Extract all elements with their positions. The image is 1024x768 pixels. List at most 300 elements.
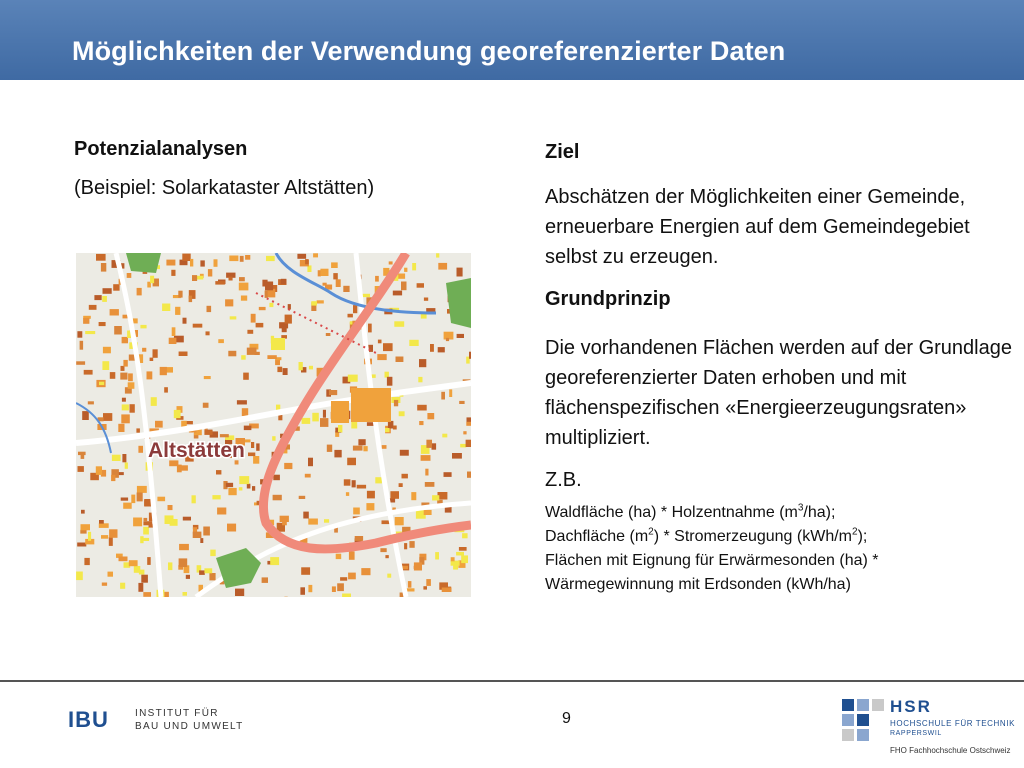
map-building: [399, 483, 403, 487]
map-building: [265, 290, 268, 298]
map-building: [313, 253, 318, 257]
example-2-text-end: );: [857, 528, 868, 545]
map-building: [390, 491, 399, 499]
map-building: [336, 554, 342, 559]
map-building: [88, 401, 94, 404]
map-building: [259, 307, 266, 310]
map-building: [244, 426, 252, 431]
map-building: [425, 469, 428, 476]
map-image: [76, 253, 471, 597]
map-town-label: Altstätten: [148, 439, 245, 462]
map-building: [99, 382, 104, 385]
map-building: [385, 372, 389, 378]
map-large-building: [351, 388, 391, 422]
map-building: [417, 405, 427, 411]
map-building: [424, 298, 428, 301]
map-building: [190, 259, 193, 267]
map-building: [175, 307, 180, 315]
map-building: [192, 495, 196, 503]
map-building: [183, 517, 191, 521]
map-building: [275, 359, 280, 365]
map-building: [245, 255, 250, 260]
map-building: [162, 304, 170, 312]
map-building: [121, 366, 125, 371]
map-building: [352, 480, 356, 487]
map-building: [387, 377, 393, 386]
map-building: [469, 352, 471, 359]
map-building: [467, 472, 471, 478]
map-building: [225, 299, 233, 306]
map-building: [241, 296, 247, 301]
map-building: [367, 491, 375, 499]
map-building: [267, 355, 276, 359]
map-building: [317, 300, 324, 303]
map-building: [442, 588, 452, 593]
map-building: [174, 410, 181, 418]
map-building: [421, 455, 431, 461]
map-building: [103, 288, 112, 294]
map-building: [436, 253, 439, 257]
map-building: [200, 260, 204, 266]
map-building: [138, 446, 143, 453]
map-building: [150, 276, 154, 284]
map-building: [76, 361, 85, 365]
map-building: [353, 305, 357, 313]
map-building: [94, 295, 101, 300]
map-building: [137, 288, 142, 296]
hsr-logo: [842, 697, 1017, 761]
map-building: [165, 515, 174, 524]
map-building: [169, 338, 177, 344]
map-building: [247, 330, 253, 334]
map-building: [128, 373, 133, 381]
map-building: [164, 592, 169, 597]
map-building: [101, 535, 108, 539]
map-building: [394, 400, 398, 406]
map-building: [204, 376, 211, 379]
map-building: [312, 413, 319, 422]
map-building: [229, 256, 238, 262]
map-building: [466, 440, 471, 447]
map-building: [251, 442, 254, 448]
example-2-sup-2: 2: [852, 526, 858, 538]
map-building: [77, 543, 86, 547]
map-building: [426, 579, 431, 586]
page-number: 9: [562, 710, 571, 727]
map-building: [438, 263, 447, 270]
map-building: [348, 375, 358, 382]
map-building: [179, 544, 189, 550]
map-building: [121, 414, 130, 423]
ibu-mark: IBU: [68, 707, 109, 732]
map-building: [157, 497, 165, 502]
map-building: [248, 453, 255, 457]
map-building: [342, 594, 351, 598]
map-building: [186, 575, 190, 579]
map-building: [241, 355, 246, 360]
map-building: [361, 568, 370, 575]
map-building: [110, 309, 119, 315]
map-building: [414, 562, 422, 570]
map-building: [444, 472, 452, 477]
map-building: [121, 498, 128, 501]
map-building: [153, 349, 158, 358]
map-building: [282, 519, 287, 526]
map-building: [300, 587, 305, 595]
map-building: [467, 417, 472, 422]
map-building: [451, 557, 455, 561]
map-building: [144, 500, 151, 506]
map-building: [220, 434, 229, 437]
map-building: [89, 305, 97, 310]
map-building: [140, 536, 143, 543]
ibu-logo: [68, 707, 248, 733]
map-building: [118, 424, 124, 432]
map-building: [320, 418, 328, 427]
hsr-line-1: HOCHSCHULE FÜR TECHNIK: [890, 719, 1016, 728]
map-building: [226, 483, 233, 487]
map-building: [343, 286, 349, 292]
map-building: [218, 339, 224, 343]
map-building: [239, 487, 243, 490]
map-building: [189, 296, 193, 303]
map-building: [166, 260, 175, 266]
map-building: [103, 347, 111, 354]
map-building: [311, 301, 317, 305]
map-building: [120, 583, 125, 589]
map-building: [208, 269, 212, 276]
map-building: [102, 361, 109, 370]
map-building: [192, 275, 197, 281]
map-building: [101, 263, 106, 272]
map-building: [122, 398, 126, 402]
map-building: [299, 362, 303, 370]
slide-title: Möglichkeiten der Verwendung georeferenzierter Daten: [72, 36, 786, 66]
map-building: [134, 566, 141, 573]
map-building: [183, 318, 187, 324]
map-building: [200, 538, 203, 543]
map-building: [426, 440, 432, 448]
hsr-mark: HSR: [890, 697, 932, 716]
map-building: [368, 324, 372, 333]
map-building: [129, 560, 138, 566]
map-building: [77, 331, 82, 338]
map-building: [143, 538, 149, 541]
map-building: [393, 291, 402, 296]
map-building: [329, 390, 337, 395]
map-building: [299, 496, 306, 499]
map-building: [266, 256, 275, 261]
map-building: [151, 397, 157, 406]
map-building: [113, 284, 119, 291]
map-building: [418, 377, 422, 382]
map-building: [283, 368, 288, 375]
map-building: [282, 324, 287, 332]
map-building: [305, 259, 309, 264]
example-line-3: Flächen mit Eignung für Erwärmesonden (ha) *: [545, 552, 879, 569]
map-building: [178, 291, 182, 298]
map-building: [150, 358, 154, 361]
map-building: [460, 444, 466, 448]
map-building: [424, 510, 432, 515]
map-large-building: [331, 401, 349, 423]
map-building: [172, 327, 176, 336]
map-building: [408, 581, 412, 588]
map-building: [432, 443, 437, 449]
map-building: [432, 495, 439, 500]
map-building: [277, 367, 282, 372]
map-building: [141, 575, 148, 583]
map-building: [285, 315, 292, 324]
map-building-yellow: [271, 338, 285, 350]
map-building: [353, 508, 360, 515]
map-building: [358, 439, 365, 445]
map-building: [109, 529, 117, 538]
ibu-line-2: BAU UND UMWELT: [135, 721, 244, 732]
map-building: [199, 570, 205, 575]
map-building: [133, 518, 142, 527]
hsr-line-2: RAPPERSWIL: [890, 730, 942, 737]
map-building: [378, 340, 382, 344]
map-building: [461, 555, 468, 563]
map-building: [88, 532, 91, 541]
map-building: [417, 283, 424, 288]
map-building: [348, 573, 356, 580]
map-building: [430, 344, 434, 352]
map-building: [366, 503, 374, 510]
map-building: [99, 322, 106, 326]
map-building: [110, 372, 116, 379]
map-building: [228, 351, 236, 357]
map-building: [323, 410, 326, 418]
map-building: [387, 574, 391, 578]
map-building: [349, 551, 355, 559]
map-building: [155, 421, 163, 428]
ibu-line-1: INSTITUT FÜR: [135, 708, 219, 719]
map-building: [462, 533, 468, 538]
map-building: [402, 474, 408, 479]
map-building: [239, 476, 249, 484]
map-building: [125, 463, 128, 469]
map-building: [281, 279, 287, 284]
map-building: [270, 557, 279, 565]
map-building: [147, 557, 151, 565]
map-building: [227, 524, 236, 532]
map-building: [273, 475, 280, 481]
map-building: [308, 585, 312, 592]
example-line-4: Wärmegewinnung mit Erdsonden (kWh/ha): [545, 576, 851, 593]
map-building: [262, 577, 268, 583]
map-building: [456, 552, 464, 556]
map-building: [375, 276, 379, 282]
map-building: [122, 337, 128, 343]
map-building: [183, 592, 188, 596]
map-building: [400, 450, 409, 456]
map-building: [239, 283, 249, 291]
example-1-sup: 3: [797, 502, 804, 514]
map-building: [449, 389, 452, 397]
map-building: [346, 492, 349, 496]
map-building: [284, 463, 292, 469]
map-building: [137, 493, 143, 502]
map-building: [326, 333, 331, 336]
map-building: [160, 367, 167, 375]
map-building: [242, 408, 248, 416]
map-building: [399, 411, 405, 416]
map-building: [331, 262, 338, 268]
map-building: [396, 357, 404, 363]
map-building: [393, 426, 397, 430]
map-building: [209, 573, 215, 580]
example-line-1: [545, 501, 1015, 525]
map-building: [204, 430, 212, 435]
map-building: [337, 583, 344, 591]
map-building: [131, 495, 135, 504]
map-building: [386, 344, 392, 350]
map-building: [409, 340, 418, 346]
map-building: [168, 562, 172, 570]
map-building: [347, 458, 356, 466]
map-building: [237, 400, 247, 404]
map-building: [353, 446, 363, 451]
map-building: [109, 537, 113, 546]
map-building: [103, 413, 112, 421]
map-building: [457, 268, 463, 277]
map-building: [84, 370, 93, 375]
map-building: [128, 382, 135, 389]
map-building: [309, 366, 313, 370]
map-building: [182, 254, 190, 261]
map-building: [111, 475, 115, 481]
map-building: [203, 527, 210, 536]
map-building: [305, 474, 311, 478]
goal-heading: Ziel: [545, 141, 580, 163]
map-building: [301, 567, 310, 575]
map-building: [230, 316, 237, 319]
map-building: [320, 269, 328, 276]
map-building: [81, 453, 85, 459]
map-building: [122, 404, 129, 410]
example-heading: Z.B.: [545, 469, 582, 491]
map-building: [247, 484, 251, 489]
map-building: [344, 479, 351, 485]
left-subtitle: (Beispiel: Solarkataster Altstätten): [74, 177, 375, 199]
map-building: [229, 277, 233, 281]
map-building: [338, 426, 342, 432]
map-building: [82, 411, 89, 420]
hsr-squares-icon: [842, 697, 888, 743]
right-column: [545, 141, 1015, 597]
map-building: [411, 492, 416, 500]
title-bar: [0, 0, 1024, 80]
map-building: [83, 318, 89, 324]
map-building: [228, 488, 236, 495]
map-building: [235, 589, 244, 596]
map-building: [168, 505, 173, 510]
map-building: [425, 482, 435, 487]
map-building: [308, 519, 318, 525]
map-building: [441, 392, 445, 400]
map-building: [212, 495, 220, 499]
map-building: [142, 348, 146, 352]
map-building: [297, 254, 306, 259]
ibu-text: [135, 707, 244, 733]
map-building: [333, 273, 338, 279]
map-building: [355, 536, 363, 541]
principle-heading: Grundprinzip: [545, 288, 671, 310]
example-1-text: Waldfläche (ha) * Holzentnahme (m: [545, 504, 798, 521]
map-building: [179, 558, 188, 567]
map-building: [340, 577, 347, 581]
map-building: [377, 354, 386, 360]
map-building: [395, 517, 404, 525]
map-building: [419, 359, 426, 367]
map-building: [193, 324, 203, 328]
map-building: [442, 434, 447, 438]
map-building: [385, 428, 390, 432]
map-building: [215, 281, 225, 285]
map-building: [144, 518, 148, 521]
map-building: [119, 557, 128, 562]
map-building: [273, 495, 282, 501]
map-building: [253, 456, 259, 464]
map-building: [76, 572, 83, 581]
map-building: [114, 326, 122, 335]
map-building: [102, 296, 107, 302]
map-building: [243, 373, 249, 380]
map-building: [210, 550, 215, 557]
map-building: [193, 532, 202, 538]
footer-divider: [0, 680, 1024, 682]
map-building: [308, 458, 313, 467]
map-building: [99, 523, 109, 528]
map-building: [136, 428, 140, 432]
map-building: [122, 454, 126, 462]
left-heading: Potenzialanalysen: [74, 138, 248, 160]
map-building: [453, 562, 458, 569]
map-building: [404, 268, 407, 272]
map-building: [332, 586, 336, 592]
map-building: [217, 508, 226, 515]
map-building: [81, 524, 91, 530]
map-building: [446, 338, 449, 341]
map-building: [108, 572, 114, 577]
map-building: [85, 331, 95, 334]
map-building: [438, 347, 445, 352]
map-building: [123, 315, 128, 319]
map-building: [357, 485, 366, 489]
map-building: [262, 280, 267, 287]
map-building: [380, 548, 386, 552]
goal-text: Abschätzen der Möglichkeiten einer Gemeinde, erneuerbare Energien auf dem Gemeindegebiet selbst zu erzeugen.: [545, 186, 970, 268]
map-building: [120, 373, 127, 380]
map-building: [214, 259, 218, 267]
map-building: [240, 256, 244, 262]
map-building: [186, 421, 193, 424]
map-building: [412, 263, 416, 270]
map-building: [252, 486, 255, 491]
map-building: [203, 403, 209, 408]
map-building: [363, 446, 367, 451]
principle-text: Die vorhandenen Flächen werden auf der Grundlage georeferenzierter Daten erhoben und mit flächenspezifischen «Energieerzeugungsraten» multipliziert.: [545, 337, 1012, 449]
example-line-2: [545, 525, 1015, 549]
map-building: [394, 321, 404, 327]
map-building: [78, 466, 84, 472]
example-2-text-mid: ) * Stromerzeugung (kWh/m: [653, 528, 852, 545]
map-building: [207, 306, 212, 312]
map-building: [99, 520, 104, 524]
map-building: [123, 503, 132, 509]
